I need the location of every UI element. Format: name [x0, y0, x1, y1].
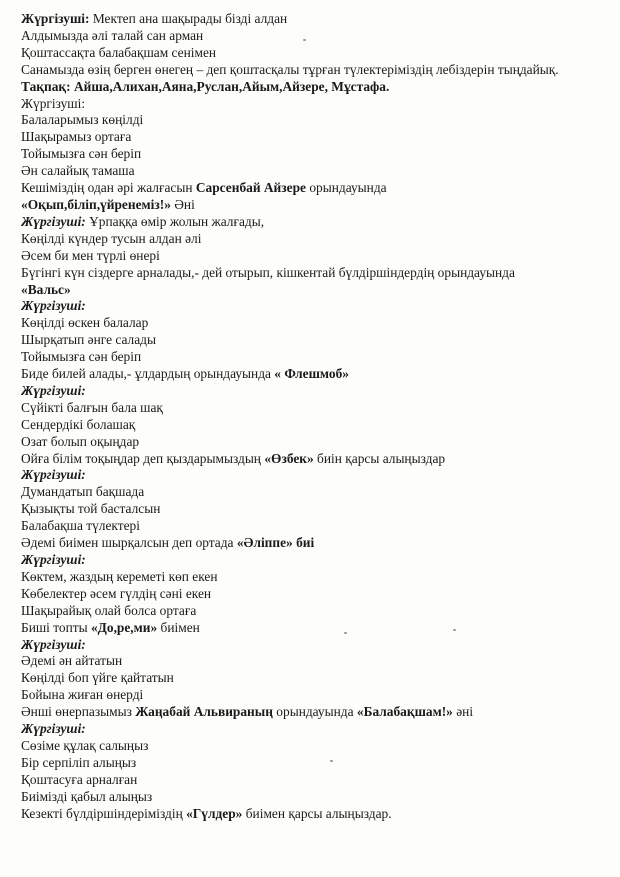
text-line — [21, 417, 598, 434]
plain-text: биімен қарсы алыңыздар. — [242, 805, 392, 821]
plain-text: Көктем, жаздың кереметі көп екен — [21, 568, 218, 584]
plain-text: биін қарсы алыңыздар — [313, 450, 446, 466]
bold-text: «Әліппе» биі — [236, 535, 315, 551]
bold-text: Жүргізуші: — [21, 213, 86, 229]
plain-text: Көңілді боп үйге қайтатын — [21, 670, 174, 686]
plain-text: Биші топты — [21, 619, 91, 635]
text-line — [21, 265, 598, 282]
scan-speck — [453, 629, 456, 631]
bold-text: Жүргізуші: — [21, 298, 86, 314]
text-line — [21, 620, 598, 637]
plain-text: Әсем би мен түрлі өнері — [21, 247, 160, 263]
bold-text: Жаңабай Альвираның — [135, 704, 273, 720]
plain-text: Бір серпіліп алыңыз — [21, 754, 137, 770]
plain-text: Шырқатып әнге салады — [21, 332, 156, 348]
plain-text: Сүйікті балғын бала шақ — [21, 399, 163, 415]
text-line — [21, 45, 598, 62]
plain-text: Қызықты той басталсын — [21, 501, 161, 517]
plain-text: Ұрпаққа өмір жолын жалғады, — [85, 213, 265, 229]
text-line — [21, 366, 598, 383]
text-line — [21, 552, 598, 569]
text-line — [21, 806, 598, 823]
plain-text: Санамызда өзің берген өнегең – деп қоштасқалы тұрған түлектеріміздің лебіздерін тыңдайық. — [21, 61, 559, 77]
bold-text: Сарсенбай Айзере — [195, 180, 306, 196]
text-line — [21, 603, 598, 620]
text-line — [21, 332, 598, 349]
text-line — [21, 11, 598, 28]
text-line — [21, 112, 598, 129]
plain-text: орындауында — [306, 180, 387, 196]
text-line — [21, 180, 598, 197]
bold-text: Тақпақ: Айша,Алихан,Аяна,Руслан,Айым,Айзере, Мұстафа. — [21, 78, 390, 94]
plain-text: Мектеп ана шақырады бізді алдан — [89, 11, 288, 26]
bold-text: Жүргізуші: — [21, 11, 90, 26]
plain-text: Қоштассақта балабақшам сенімен — [21, 44, 217, 60]
text-line — [21, 535, 598, 552]
text-line — [21, 789, 598, 806]
text-line — [21, 197, 598, 214]
text-line — [21, 637, 598, 654]
text-line — [21, 434, 598, 451]
plain-text: Жүргізуші: — [21, 95, 86, 111]
scan-speck — [344, 632, 347, 634]
text-line — [21, 467, 598, 484]
bold-text: Жүргізуші: — [21, 382, 86, 398]
text-line — [21, 79, 598, 96]
bold-text: Жүргізуші: — [21, 552, 86, 567]
text-line — [21, 501, 598, 518]
text-line — [21, 755, 598, 772]
text-line — [21, 653, 598, 670]
bold-text: «Оқып,біліп,үйренеміз!» — [21, 196, 171, 212]
bold-text: Жүргізуші: — [21, 467, 86, 483]
plain-text: Шақырамыз ортаға — [21, 129, 132, 145]
text-line — [21, 400, 598, 417]
plain-text: Кешіміздің одан әрі жалғасын — [21, 180, 196, 196]
text-line — [21, 62, 598, 79]
bold-text: Жүргізуші: — [21, 721, 86, 737]
plain-text: Көңілді күндер тусын алдан әлі — [21, 230, 202, 246]
plain-text: Биімізді қабыл алыңыз — [21, 788, 153, 804]
plain-text: Бүгінгі күн сіздерге арналады,- дей отырып, кішкентай бүлдіршіндердің орындауында — [21, 264, 515, 280]
text-line — [21, 282, 598, 299]
plain-text: Балабақша түлектері — [21, 518, 140, 534]
plain-text: Әдемі ән айтатын — [21, 653, 123, 669]
text-line — [21, 248, 598, 265]
plain-text: Қоштасуға арналған — [21, 771, 138, 787]
plain-text: Биде билей алады,- ұлдардың орындауында — [21, 366, 275, 382]
text-line — [21, 670, 598, 687]
plain-text: Тойымызға сән беріп — [21, 146, 142, 162]
text-line — [21, 383, 598, 400]
plain-text: орындауында — [272, 704, 357, 720]
bold-text: «Гүлдер» — [186, 805, 243, 821]
plain-text: әні — [452, 704, 474, 720]
text-line — [21, 569, 598, 586]
plain-text: Думандатып бақшада — [21, 484, 145, 500]
plain-text: Озат болып оқыңдар — [21, 433, 140, 449]
plain-text: Бойына жиған өнерді — [21, 687, 144, 703]
text-line — [21, 704, 598, 721]
plain-text: Сөзіме құлақ салыңыз — [21, 737, 149, 753]
text-line — [21, 231, 598, 248]
bold-text: « Флешмоб» — [274, 366, 349, 382]
plain-text: Кезекті бүлдіршіндеріміздің — [21, 805, 187, 821]
text-line — [21, 129, 598, 146]
bold-text: Жүргізуші: — [21, 636, 86, 652]
plain-text: Әнші өнерпазымыз — [21, 704, 136, 720]
text-line — [21, 163, 598, 180]
text-line — [21, 586, 598, 603]
plain-text: Шақырайық олай болса ортаға — [21, 602, 197, 618]
plain-text: биімен — [157, 619, 200, 635]
plain-text: Ойға білім тоқыңдар деп қыздарымыздың — [21, 450, 265, 466]
text-line — [21, 315, 598, 332]
plain-text: Ән салайық тамаша — [21, 163, 135, 179]
text-line — [21, 298, 598, 315]
bold-text: «Өзбек» — [264, 450, 314, 466]
plain-text: Әдемі биімен шырқалсын деп ортада — [21, 535, 237, 551]
bold-text: «Вальс» — [21, 281, 71, 297]
text-line — [21, 687, 598, 704]
text-line — [21, 738, 598, 755]
bold-text: «Балабақшам!» — [356, 704, 453, 720]
text-line — [21, 146, 598, 163]
text-line — [21, 28, 598, 45]
bold-text: «До,ре,ми» — [90, 619, 158, 635]
plain-text: Балаларымыз көңілді — [21, 112, 144, 128]
text-line — [21, 451, 598, 468]
text-line — [21, 772, 598, 789]
scan-speck — [303, 39, 306, 41]
text-line — [21, 518, 598, 535]
plain-text: Алдымызда әлі талай сан арман — [21, 27, 204, 43]
text-line — [21, 214, 598, 231]
text-line — [21, 721, 598, 738]
plain-text: Көбелектер әсем гүлдің сәні екен — [21, 585, 212, 601]
plain-text: Көңілді өскен балалар — [21, 315, 149, 331]
text-line — [21, 484, 598, 501]
plain-text: Сендердікі болашақ — [21, 416, 136, 432]
plain-text: Тойымызға сән беріп — [21, 349, 142, 365]
text-line — [21, 96, 598, 113]
scan-speck — [330, 760, 333, 762]
text-line — [21, 349, 598, 366]
plain-text: Әні — [170, 196, 195, 212]
